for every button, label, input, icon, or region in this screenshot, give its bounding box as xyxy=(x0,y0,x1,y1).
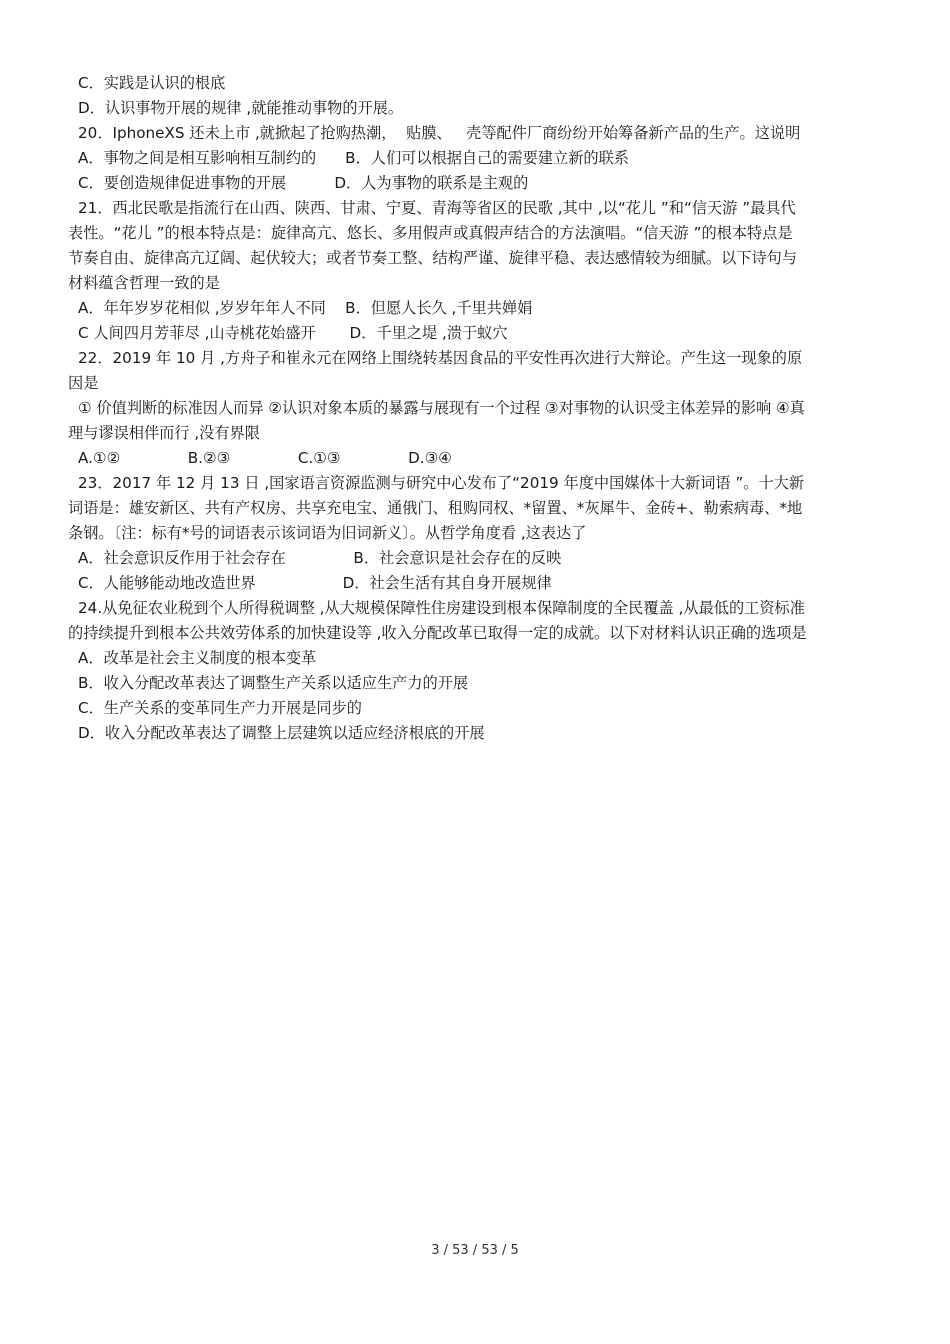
option-line: C 人间四月芳菲尽 ,山寺桃花始盛开 D．千里之堤 ,溃于蚁穴 xyxy=(78,324,508,342)
question-text-line: 表性。“花儿 ”的根本特点是：旋律高亢、悠长、多用假声或真假声结合的方法演唱。“信天游 ”的根本特点是 xyxy=(68,224,793,242)
question-20: 20．IphoneXS 还未上市 ,就掀起了抢购热潮， 贴膜、 壳等配件厂商纷纷开始筹备新产品的生产。这说明 xyxy=(78,124,801,142)
option-line: D．收入分配改革表达了调整上层建筑以适应经济根底的开展 xyxy=(78,724,485,742)
option-line: D．认识事物开展的规律 ,就能推动事物的开展。 xyxy=(78,99,404,117)
question-text-line: 因是 xyxy=(68,374,99,392)
option-line: A．年年岁岁花相似 ,岁岁年年人不同 B．但愿人长久 ,千里共婵娟 xyxy=(78,299,533,317)
option-line: A．事物之间是相互影响相互制约的 B．人们可以根据自己的需要建立新的联系 xyxy=(78,149,629,167)
option-line: B．收入分配改革表达了调整生产关系以适应生产力的开展 xyxy=(78,674,469,692)
question-text-line: 的持续提升到根本公共效劳体系的加快建设等 ,收入分配改革已取得一定的成就。以下对材料认识正确的选项是 xyxy=(68,624,807,642)
option-line: A．改革是社会主义制度的根本变革 xyxy=(78,649,317,667)
option-line: A．社会意识反作用于社会存在 B．社会意识是社会存在的反映 xyxy=(78,549,562,567)
statement-line: 理与谬误相伴而行 ,没有界限 xyxy=(68,424,260,442)
option-line: C．生产关系的变革同生产力开展是同步的 xyxy=(78,699,362,717)
option-line: C．实践是认识的根底 xyxy=(78,74,226,92)
page-footer: 3 / 53 / 53 / 5 xyxy=(431,1243,519,1258)
question-24: 24.从免征农业税到个人所得税调整 ,从大规模保障性住房建设到根本保障制度的全民覆盖 ,从最低的工资标准 xyxy=(78,599,805,617)
statement-line: ① 价值判断的标准因人而异 ②认识对象本质的暴露与展现有一个过程 ③对事物的认识受主体差异的影响 ④真 xyxy=(78,399,805,417)
question-text-line: 节奏自由、旋律高亢辽阔、起伏较大；或者节奏工整、结构严谨、旋律平稳、表达感情较为细腻。以下诗句与 xyxy=(68,249,797,267)
question-text-line: 材料蕴含哲理一致的是 xyxy=(68,274,220,292)
question-23: 23．2017 年 12 月 13 日 ,国家语言资源监测与研究中心发布了“2019 年度中国媒体十大新词语 ”。十大新 xyxy=(78,474,805,492)
question-22: 22．2019 年 10 月 ,方舟子和崔永元在网络上围绕转基因食品的平安性再次进行大辩论。产生这一现象的原 xyxy=(78,349,803,367)
option-line: C．要创造规律促进事物的开展 D．人为事物的联系是主观的 xyxy=(78,174,529,192)
option-line: C．人能够能动地改造世界 D．社会生活有其自身开展规律 xyxy=(78,574,552,592)
option-line: A.①② B.②③ C.①③ D.③④ xyxy=(78,449,452,467)
question-21: 21．西北民歌是指流行在山西、陕西、甘肃、宁夏、青海等省区的民歌 ,其中 ,以“花儿 ”和“信天游 ”最具代 xyxy=(78,199,796,217)
question-text-line: 条钢。〔注：标有*号的词语表示该词语为旧词新义〕。从哲学角度看 ,这表达了 xyxy=(68,524,587,542)
question-text-line: 词语是：雄安新区、共有产权房、共享充电宝、通俄门、租购同权、*留置、*灰犀牛、金砖+、勒索病毒、*地 xyxy=(68,499,803,517)
